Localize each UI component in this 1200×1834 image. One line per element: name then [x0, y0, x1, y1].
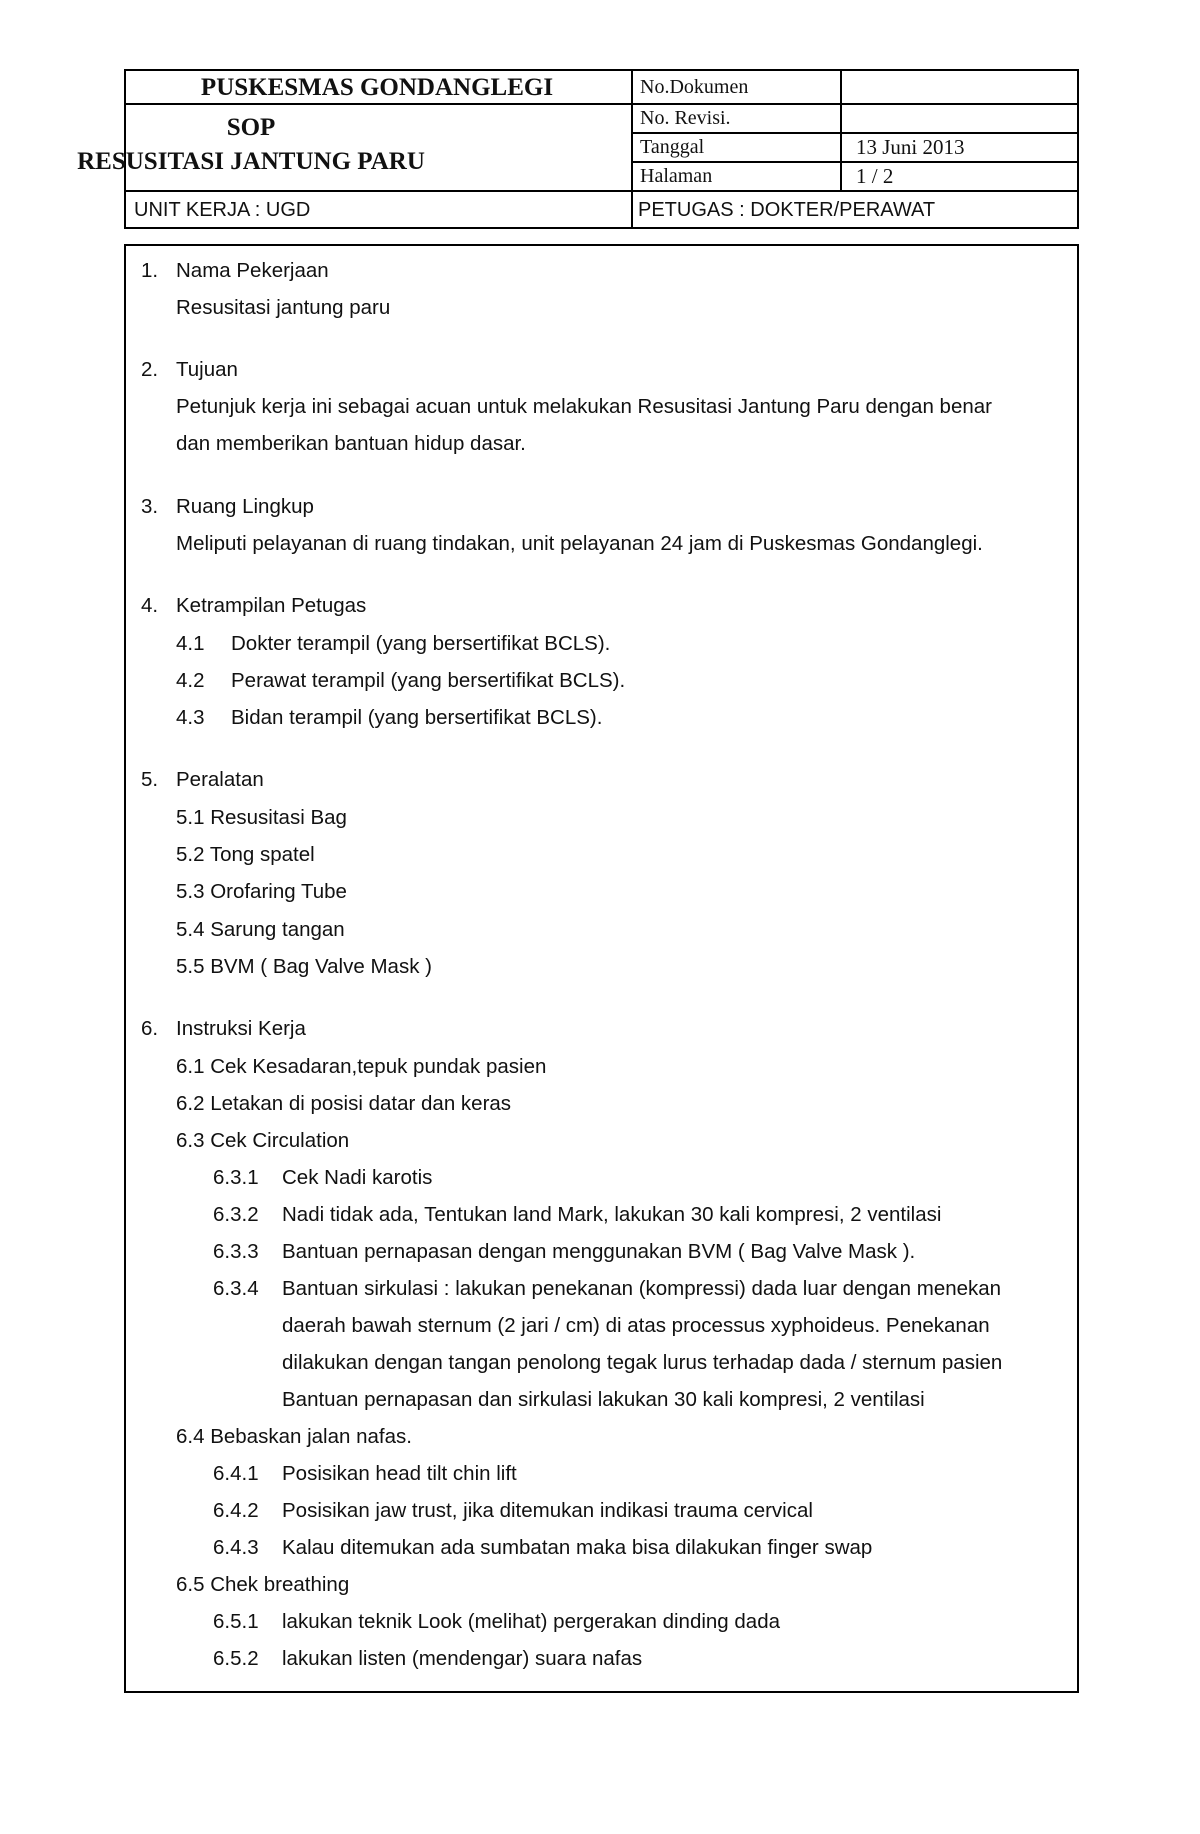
list-item: 5.2 Tong spatel: [176, 843, 315, 866]
sub-item-number: 6.3.1: [213, 1166, 259, 1189]
sub-item-number: 6.3.3: [213, 1240, 259, 1263]
doc-title: RESUSITASI JANTUNG PARU: [77, 148, 425, 175]
doc-number-label: No.Dokumen: [640, 75, 749, 98]
sub-item-continuation: Bantuan pernapasan dan sirkulasi lakukan 30 kali kompresi, 2 ventilasi: [282, 1388, 925, 1411]
list-item: 5.1 Resusitasi Bag: [176, 806, 347, 829]
section-number: 4.: [141, 594, 159, 617]
sub-item-number: 6.3.4: [213, 1277, 259, 1300]
section-text: dan memberikan bantuan hidup dasar.: [176, 432, 526, 455]
sub-item-continuation: dilakukan dengan tangan penolong tegak lurus terhadap dada / sternum pasien: [282, 1351, 1003, 1374]
sub-item-number: 6.5.2: [213, 1647, 259, 1670]
sub-item-continuation: daerah bawah sternum (2 jari / cm) di atas processus xyphoideus. Penekanan: [282, 1314, 990, 1337]
list-item: Perawat terampil (yang bersertifikat BCLS).: [231, 669, 626, 692]
header-divider: [840, 71, 842, 190]
institution-name: PUSKESMAS GONDANGLEGI: [200, 73, 554, 101]
section-title: Ruang Lingkup: [176, 495, 314, 518]
list-item: 5.5 BVM ( Bag Valve Mask ): [176, 955, 432, 978]
sub-item: lakukan teknik Look (melihat) pergerakan dinding dada: [282, 1610, 781, 1633]
date-value: 13 Juni 2013: [856, 134, 965, 159]
sub-item-number: 6.4.1: [213, 1462, 259, 1485]
section-title: Instruksi Kerja: [176, 1017, 306, 1040]
sub-item-number: 6.3.2: [213, 1203, 259, 1226]
sub-item: Cek Nadi karotis: [282, 1166, 433, 1189]
list-item: 6.5 Chek breathing: [176, 1573, 350, 1596]
page-value: 1 / 2: [856, 163, 894, 188]
list-item: 6.2 Letakan di posisi datar dan keras: [176, 1092, 512, 1115]
list-item-number: 4.2: [176, 669, 205, 692]
section-number: 3.: [141, 495, 159, 518]
section-text: Resusitasi jantung paru: [176, 296, 391, 319]
section-title: Peralatan: [176, 768, 264, 791]
date-label: Tanggal: [640, 135, 705, 158]
sub-item: Bantuan pernapasan dengan menggunakan BVM ( Bag Valve Mask ).: [282, 1240, 916, 1263]
section-text: Meliputi pelayanan di ruang tindakan, unit pelayanan 24 jam di Puskesmas Gondanglegi.: [176, 532, 983, 555]
officer: PETUGAS : DOKTER/PERAWAT: [638, 199, 936, 221]
list-item: 6.4 Bebaskan jalan nafas.: [176, 1425, 412, 1448]
section-number: 1.: [141, 259, 159, 282]
list-item: 6.3 Cek Circulation: [176, 1129, 350, 1152]
list-item: Dokter terampil (yang bersertifikat BCLS).: [231, 632, 611, 655]
list-item: 5.3 Orofaring Tube: [176, 880, 347, 903]
list-item-number: 4.3: [176, 706, 205, 729]
sub-item: lakukan listen (mendengar) suara nafas: [282, 1647, 643, 1670]
sub-item: Kalau ditemukan ada sumbatan maka bisa dilakukan finger swap: [282, 1536, 873, 1559]
sub-item-number: 6.4.2: [213, 1499, 259, 1522]
page-label: Halaman: [640, 164, 713, 187]
section-number: 2.: [141, 358, 159, 381]
list-item: Bidan terampil (yang bersertifikat BCLS).: [231, 706, 603, 729]
section-number: 6.: [141, 1017, 159, 1040]
work-unit: UNIT KERJA : UGD: [134, 199, 311, 221]
sub-item: Posisikan head tilt chin lift: [282, 1462, 517, 1485]
list-item-number: 4.1: [176, 632, 205, 655]
section-title: Nama Pekerjaan: [176, 259, 329, 282]
sub-item-number: 6.5.1: [213, 1610, 259, 1633]
sub-item: Nadi tidak ada, Tentukan land Mark, lakukan 30 kali kompresi, 2 ventilasi: [282, 1203, 942, 1226]
section-title: Ketrampilan Petugas: [176, 594, 367, 617]
section-number: 5.: [141, 768, 159, 791]
list-item: 5.4 Sarung tangan: [176, 918, 345, 941]
doc-type: SOP: [226, 114, 276, 141]
sub-item-number: 6.4.3: [213, 1536, 259, 1559]
section-title: Tujuan: [176, 358, 238, 381]
sub-item: Bantuan sirkulasi : lakukan penekanan (kompressi) dada luar dengan menekan: [282, 1277, 1002, 1300]
revision-label: No. Revisi.: [640, 106, 731, 129]
sub-item: Posisikan jaw trust, jika ditemukan indikasi trauma cervical: [282, 1499, 813, 1522]
section-text: Petunjuk kerja ini sebagai acuan untuk melakukan Resusitasi Jantung Paru dengan benar: [176, 395, 992, 418]
list-item: 6.1 Cek Kesadaran,tepuk pundak pasien: [176, 1055, 547, 1078]
header-divider: [631, 71, 633, 227]
